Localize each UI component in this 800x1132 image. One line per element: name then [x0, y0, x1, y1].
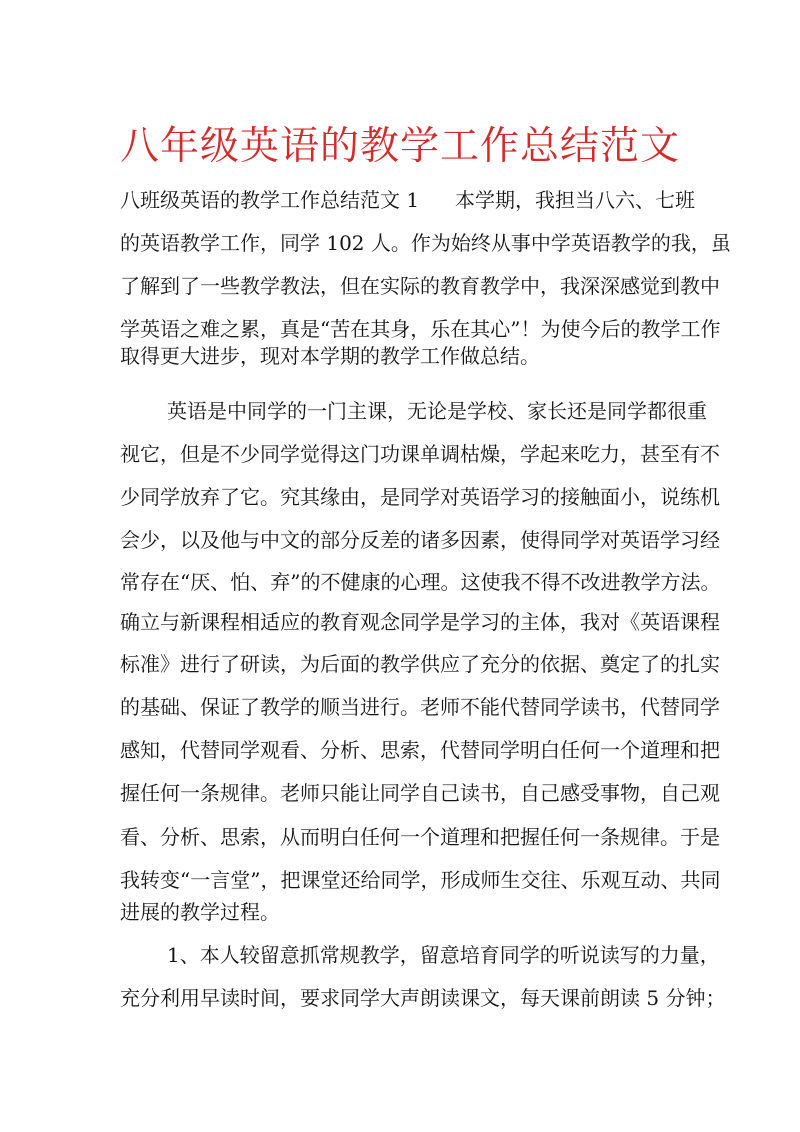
document-title: 八年级英语的教学工作总结范文	[119, 124, 680, 169]
paragraph2-line: 常存在“厌、怕、弃”的不健康的心理。这使我不得不改进教学方法。	[120, 570, 721, 594]
intro-line: 学英语之难之累，真是“苦在其身，乐在其心”！为使今后的教学工作	[120, 317, 721, 341]
paragraph2-line: 感知，代替同学观看、分析、思索，代替同学明白任何一个道理和把	[120, 738, 720, 762]
paragraph2-line: 确立与新课程相适应的教育观念同学是学习的主体，我对《英语课程	[120, 610, 720, 634]
paragraph2-line: 标准》进行了研读，为后面的教学供应了充分的依据、奠定了的扎实	[120, 652, 720, 676]
intro-line: 了解到了一些教学教法，但在实际的教育教学中，我深深感觉到教中	[120, 274, 720, 298]
paragraph3-line: 1、本人较留意抓常规教学，留意培育同学的听说读写的力量，	[167, 943, 720, 967]
paragraph2-line: 英语是中同学的一门主课，无论是学校、家长还是同学都很重	[167, 399, 707, 423]
intro-heading: 八班级英语的教学工作总结范文 1	[120, 188, 420, 212]
paragraph3-line: 充分利用早读时间，要求同学大声朗读课文，每天课前朗读 5 分钟；	[120, 986, 726, 1010]
intro-first-line-tail: 本学期，我担当八六、七班	[455, 188, 695, 212]
paragraph2-line: 少同学放弃了它。究其缘由，是同学对英语学习的接触面小，说练机	[120, 485, 720, 509]
paragraph2-line: 的基础、保证了教学的顺当进行。老师不能代替同学读书，代替同学	[120, 695, 720, 719]
paragraph2-line: 看、分析、思索，从而明白任何一个道理和把握任何一条规律。于是	[120, 825, 720, 849]
paragraph2-line: 会少，以及他与中文的部分反差的诸多因素，使得同学对英语学习经	[120, 528, 720, 552]
paragraph2-line: 进展的教学过程。	[120, 900, 280, 924]
paragraph2-line: 视它，但是不少同学觉得这门功课单调枯燥，学起来吃力，甚至有不	[120, 442, 720, 466]
paragraph2-line: 握任何一条规律。老师只能让同学自己读书，自己感受事物，自己观	[120, 781, 720, 805]
intro-line: 取得更大进步，现对本学期的教学工作做总结。	[120, 344, 540, 368]
paragraph2-line: 我转变“一言堂”，把课堂还给同学，形成师生交往、乐观互动、共同	[120, 868, 721, 892]
intro-line: 的英语教学工作，同学 102 人。作为始终从事中学英语教学的我，虽	[120, 231, 731, 255]
